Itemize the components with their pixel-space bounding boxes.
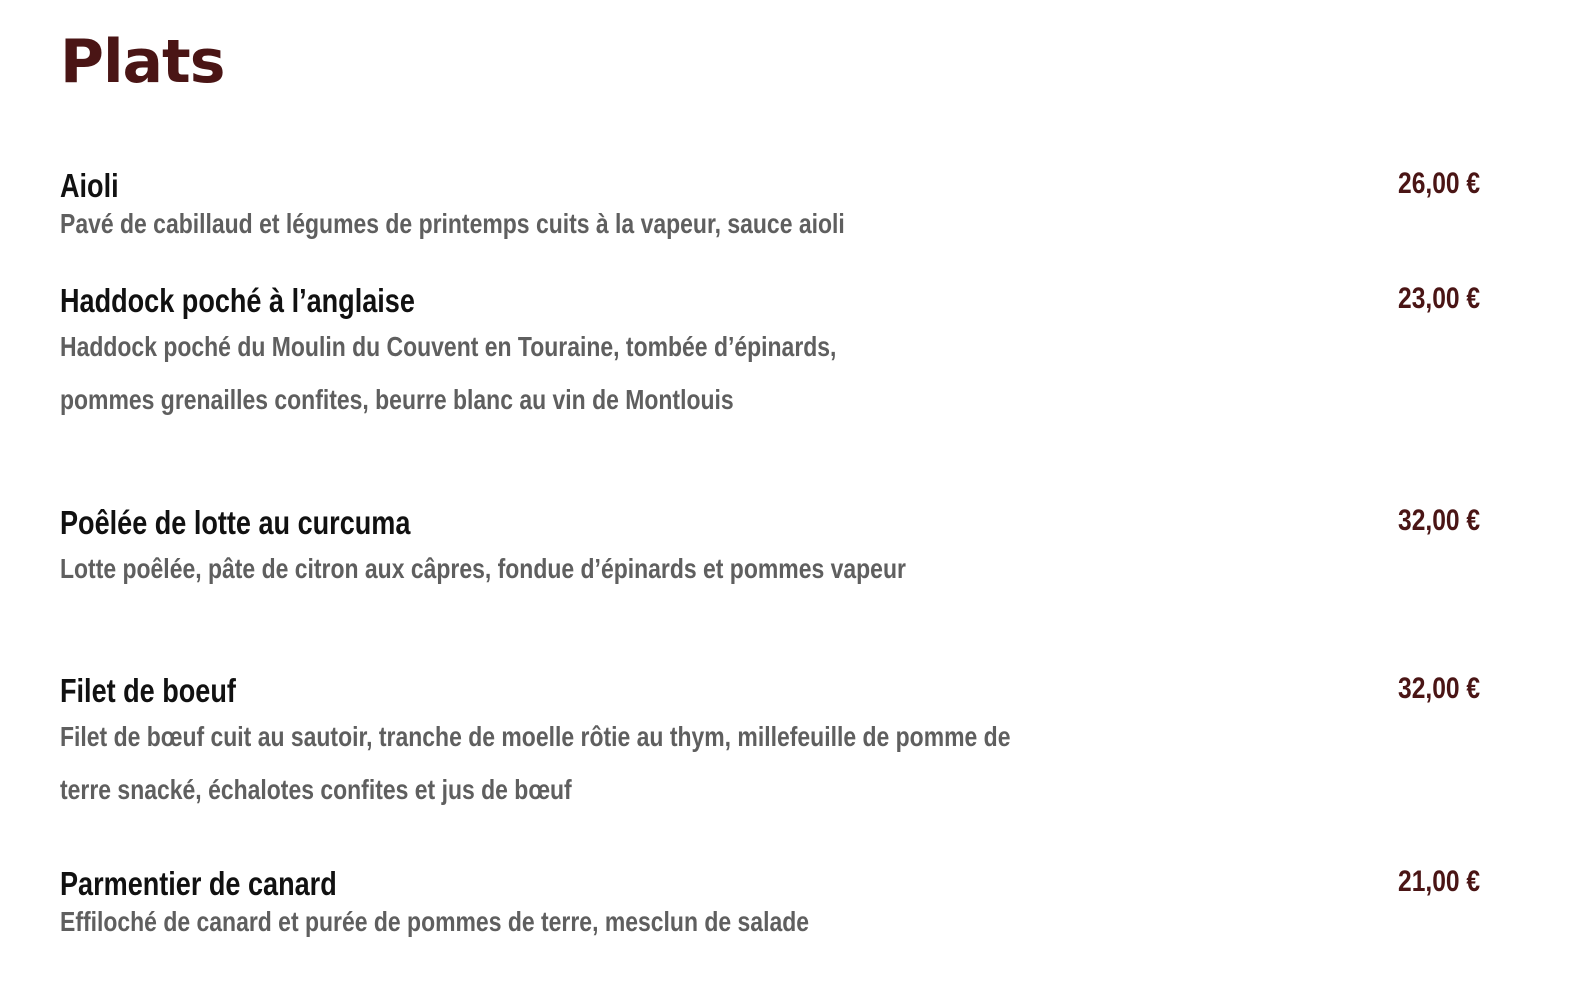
- menu-item-price: 23,00 €: [1397, 282, 1480, 315]
- menu-item-description: Effiloché de canard et purée de pommes de terre, mesclun de salade: [60, 906, 810, 937]
- menu-item-price: 32,00 €: [1397, 504, 1480, 537]
- menu-item-description: Haddock poché du Moulin du Couvent en Touraine, tombée d’épinards, pommes grenailles confites, beurre blanc au vin de Montlouis: [60, 331, 837, 415]
- menu-item-description: Pavé de cabillaud et légumes de printemps cuits à la vapeur, sauce aioli: [60, 208, 845, 239]
- menu-item-name: Poêlée de lotte au curcuma: [60, 504, 411, 541]
- menu-item-name: Filet de boeuf: [60, 672, 236, 709]
- menu-item-aioli: [60, 164, 1480, 250]
- section-title: Plats: [60, 27, 225, 97]
- menu-item-lotte: [60, 501, 1480, 595]
- menu-item-name: Haddock poché à l’anglaise: [60, 282, 415, 319]
- menu-item-filet-boeuf: [60, 669, 1480, 816]
- menu-item-parmentier: [60, 862, 1480, 948]
- menu-item-price: 26,00 €: [1397, 167, 1480, 200]
- menu-item-description: Filet de bœuf cuit au sautoir, tranche de moelle rôtie au thym, millefeuille de pomme de terre snacké, échalotes confites et jus de bœuf: [60, 721, 1011, 805]
- menu-item-description: Lotte poêlée, pâte de citron aux câpres, fondue d’épinards et pommes vapeur: [60, 553, 906, 584]
- menu-item-name: Parmentier de canard: [60, 865, 337, 902]
- menu-item-name: Aioli: [60, 167, 119, 204]
- menu-item-price: 21,00 €: [1397, 865, 1480, 898]
- menu-item-price: 32,00 €: [1397, 672, 1480, 705]
- menu-item-haddock: [60, 279, 1480, 426]
